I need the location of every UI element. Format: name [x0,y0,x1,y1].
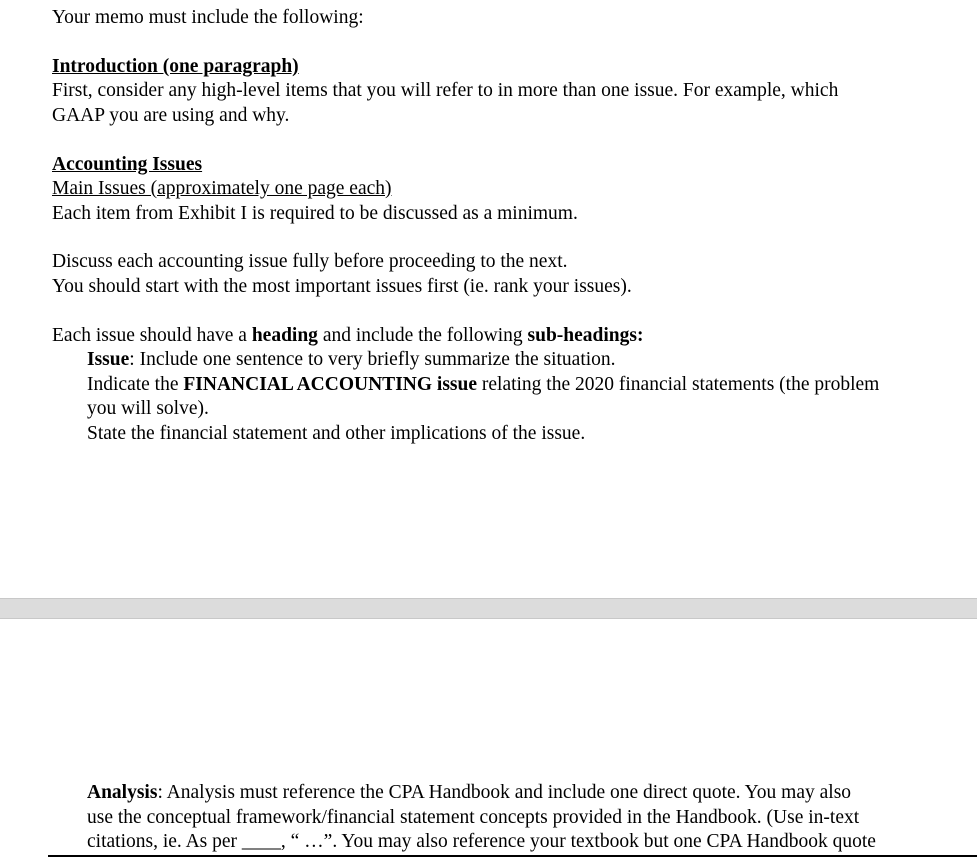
issue-subheading-line [87,348,616,372]
introduction-line-2: GAAP you are using and why. [52,105,290,126]
memo-intro-text: Your memo must include the following: [52,7,364,28]
issue-description: : Include one sentence to very briefly summarize the situation. [129,349,616,370]
analysis-line-1-text: : Analysis must reference the CPA Handbook and include one direct quote. You may also [157,782,852,803]
rank-issues-text: You should start with the most important issues first (ie. rank your issues). [52,276,632,297]
indicate-post-text: relating the 2020 financial statements (the problem [477,374,880,395]
accounting-issues-heading: Accounting Issues [52,154,203,175]
state-implications-line: State the financial statement and other implications of the issue. [87,423,586,444]
analysis-line-2: use the conceptual framework/financial statement concepts provided in the Handbook. (Use in-text [87,807,860,828]
indicate-line [87,373,879,397]
page-break-separator [0,598,977,619]
heading-bold-word: heading [251,325,318,346]
introduction-line-1: First, consider any high-level items that you will refer to in more than one issue. For example, which [52,80,839,101]
indicate-pre-text: Indicate the [87,374,184,395]
subheadings-bold-word: sub-headings: [527,325,644,346]
issue-label: Issue [87,349,130,370]
exhibit-requirement-text: Each item from Exhibit I is required to be discussed as a minimum. [52,203,578,224]
analysis-label: Analysis [87,782,158,803]
bottom-divider [48,855,977,857]
discuss-fully-text: Discuss each accounting issue fully before proceeding to the next. [52,251,568,272]
analysis-line-3: citations, ie. As per ____, “ …”. You may also reference your textbook but one CPA Handbook quote [87,831,876,852]
subheadings-pre-text: Each issue should have a [52,325,252,346]
financial-accounting-issue-bold: FINANCIAL ACCOUNTING issue [183,374,477,395]
introduction-heading: Introduction (one paragraph) [52,56,299,77]
main-issues-subheading: Main Issues (approximately one page each) [52,178,392,199]
analysis-line-1 [87,781,851,805]
subheadings-mid-text: and include the following [317,325,528,346]
subheadings-instruction [52,324,643,348]
document-page-2 [0,619,977,859]
indicate-line-2: you will solve). [87,398,209,419]
